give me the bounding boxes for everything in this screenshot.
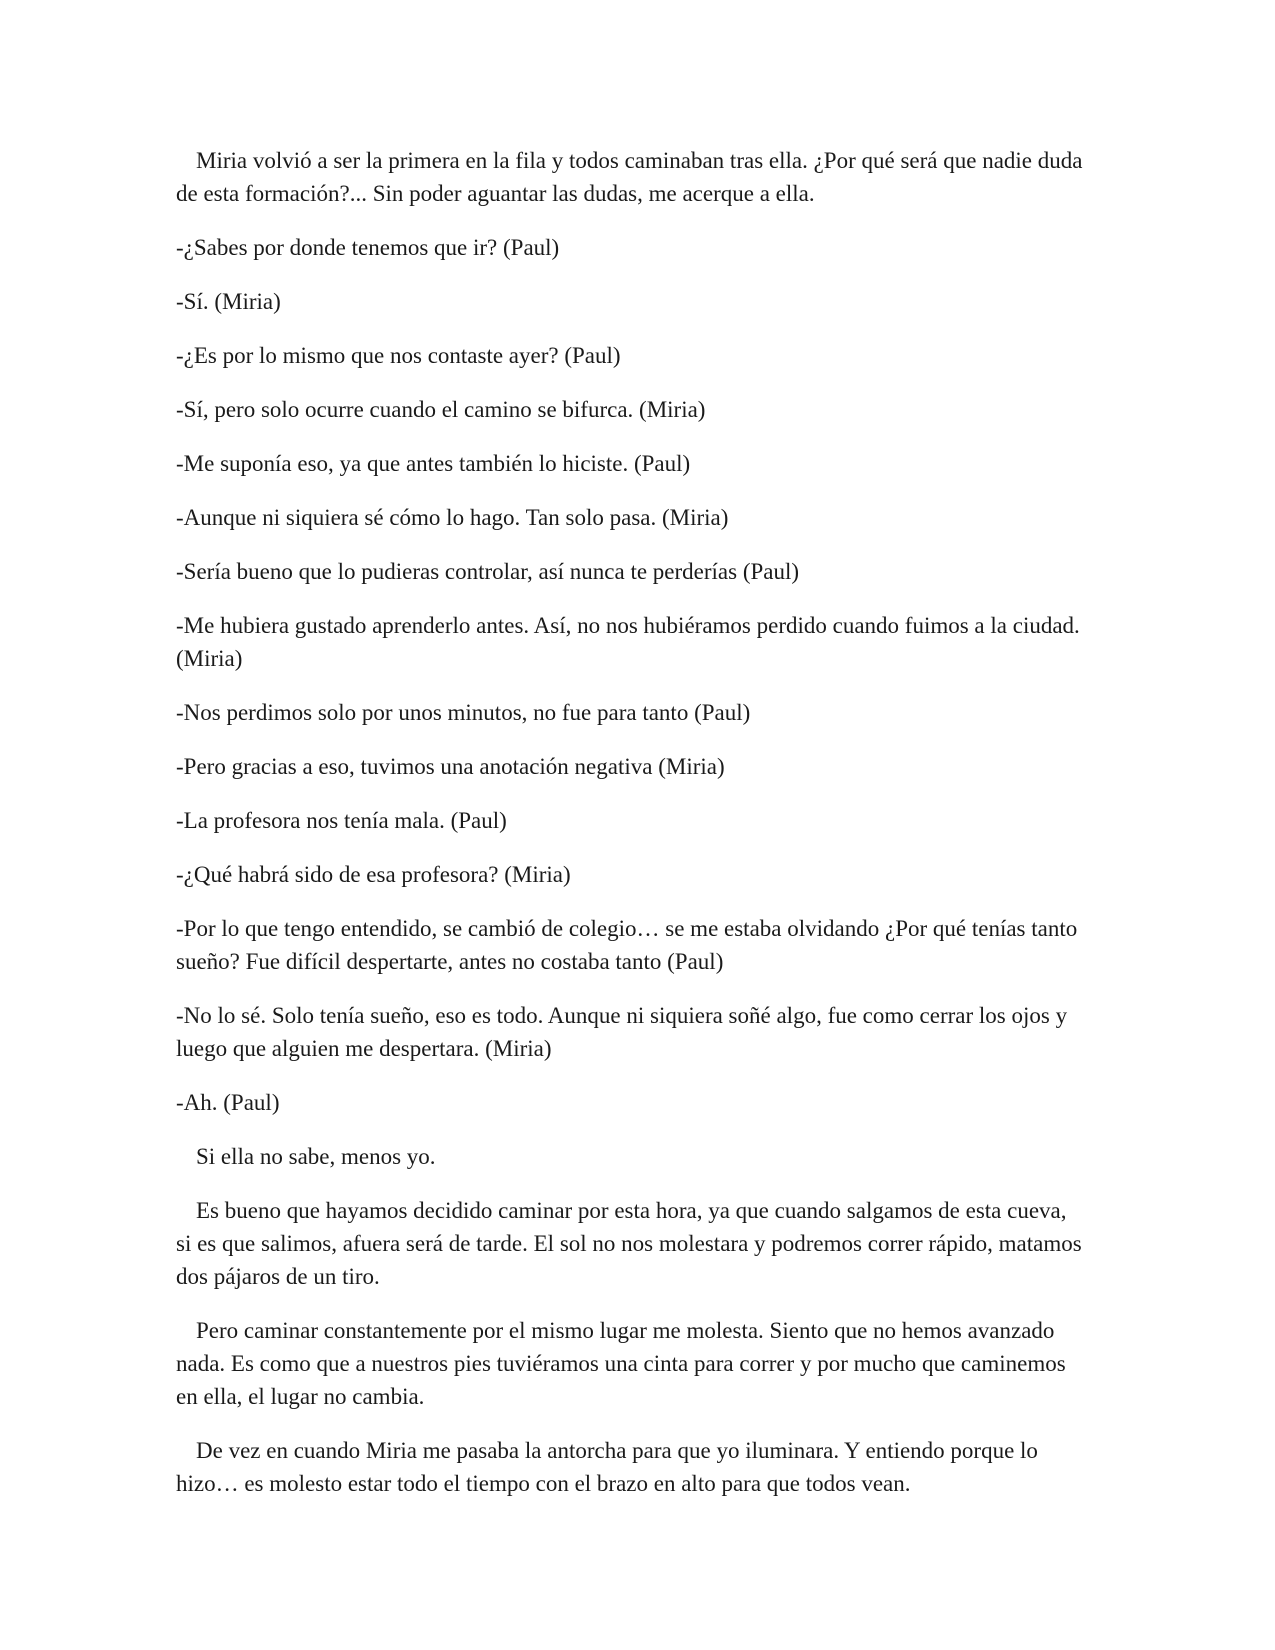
dialogue-line-11: -La profesora nos tenía mala. (Paul) <box>176 808 507 833</box>
dialogue-line-8: -Me hubiera gustado aprenderlo antes. Así, no nos hubiéramos perdido cuando fuimos a la ciudad. (Miria) <box>176 613 1080 671</box>
paragraph-4: Pero caminar constantemente por el mismo lugar me molesta. Siento que no hemos avanzado nada. Es como que a nuestros pies tuviéramos una cinta para correr y por mucho que caminemos en ella, el lugar no cambia. <box>176 1318 1066 1409</box>
dialogue-line-10: -Pero gracias a eso, tuvimos una anotación negativa (Miria) <box>176 754 725 779</box>
dialogue-line-7: -Sería bueno que lo pudieras controlar, así nunca te perderías (Paul) <box>176 559 800 584</box>
dialogue-line-13: -Por lo que tengo entendido, se cambió de colegio… se me estaba olvidando ¿Por qué tenías tanto sueño? Fue difícil despertarte, antes no costaba tanto (Paul) <box>176 916 1078 974</box>
paragraph-1: Miria volvió a ser la primera en la fila y todos caminaban tras ella. ¿Por qué será que nadie duda de esta formación?... Sin poder aguantar las dudas, me acerque a ella. <box>176 148 1083 206</box>
dialogue-line-3: -¿Es por lo mismo que nos contaste ayer? (Paul) <box>176 343 621 368</box>
paragraph-2: Si ella no sabe, menos yo. <box>196 1144 436 1169</box>
dialogue-line-4: -Sí, pero solo ocurre cuando el camino se bifurca. (Miria) <box>176 397 706 422</box>
dialogue-line-15: -Ah. (Paul) <box>176 1090 280 1115</box>
dialogue-line-5: -Me suponía eso, ya que antes también lo hiciste. (Paul) <box>176 451 691 476</box>
paragraph-3: Es bueno que hayamos decidido caminar por esta hora, ya que cuando salgamos de esta cueva, si es que salimos, afuera será de tarde. El sol no nos molestara y podremos correr rápido, matamos dos pájaros de un tiro. <box>176 1198 1082 1289</box>
dialogue-line-2: -Sí. (Miria) <box>176 289 281 314</box>
dialogue-line-12: -¿Qué habrá sido de esa profesora? (Miria) <box>176 862 571 887</box>
dialogue-line-1: -¿Sabes por donde tenemos que ir? (Paul) <box>176 235 560 260</box>
paragraph-5: De vez en cuando Miria me pasaba la antorcha para que yo iluminara. Y entiendo porque lo hizo… es molesto estar todo el tiempo con el brazo en alto para que todos vean. <box>176 1438 1038 1496</box>
dialogue-line-14: -No lo sé. Solo tenía sueño, eso es todo. Aunque ni siquiera soñé algo, fue como cerrar los ojos y luego que alguien me despertara. (Miria) <box>176 1003 1068 1061</box>
dialogue-line-6: -Aunque ni siquiera sé cómo lo hago. Tan solo pasa. (Miria) <box>176 505 729 530</box>
dialogue-line-9: -Nos perdimos solo por unos minutos, no fue para tanto (Paul) <box>176 700 751 725</box>
body-text <box>176 144 1086 1521</box>
